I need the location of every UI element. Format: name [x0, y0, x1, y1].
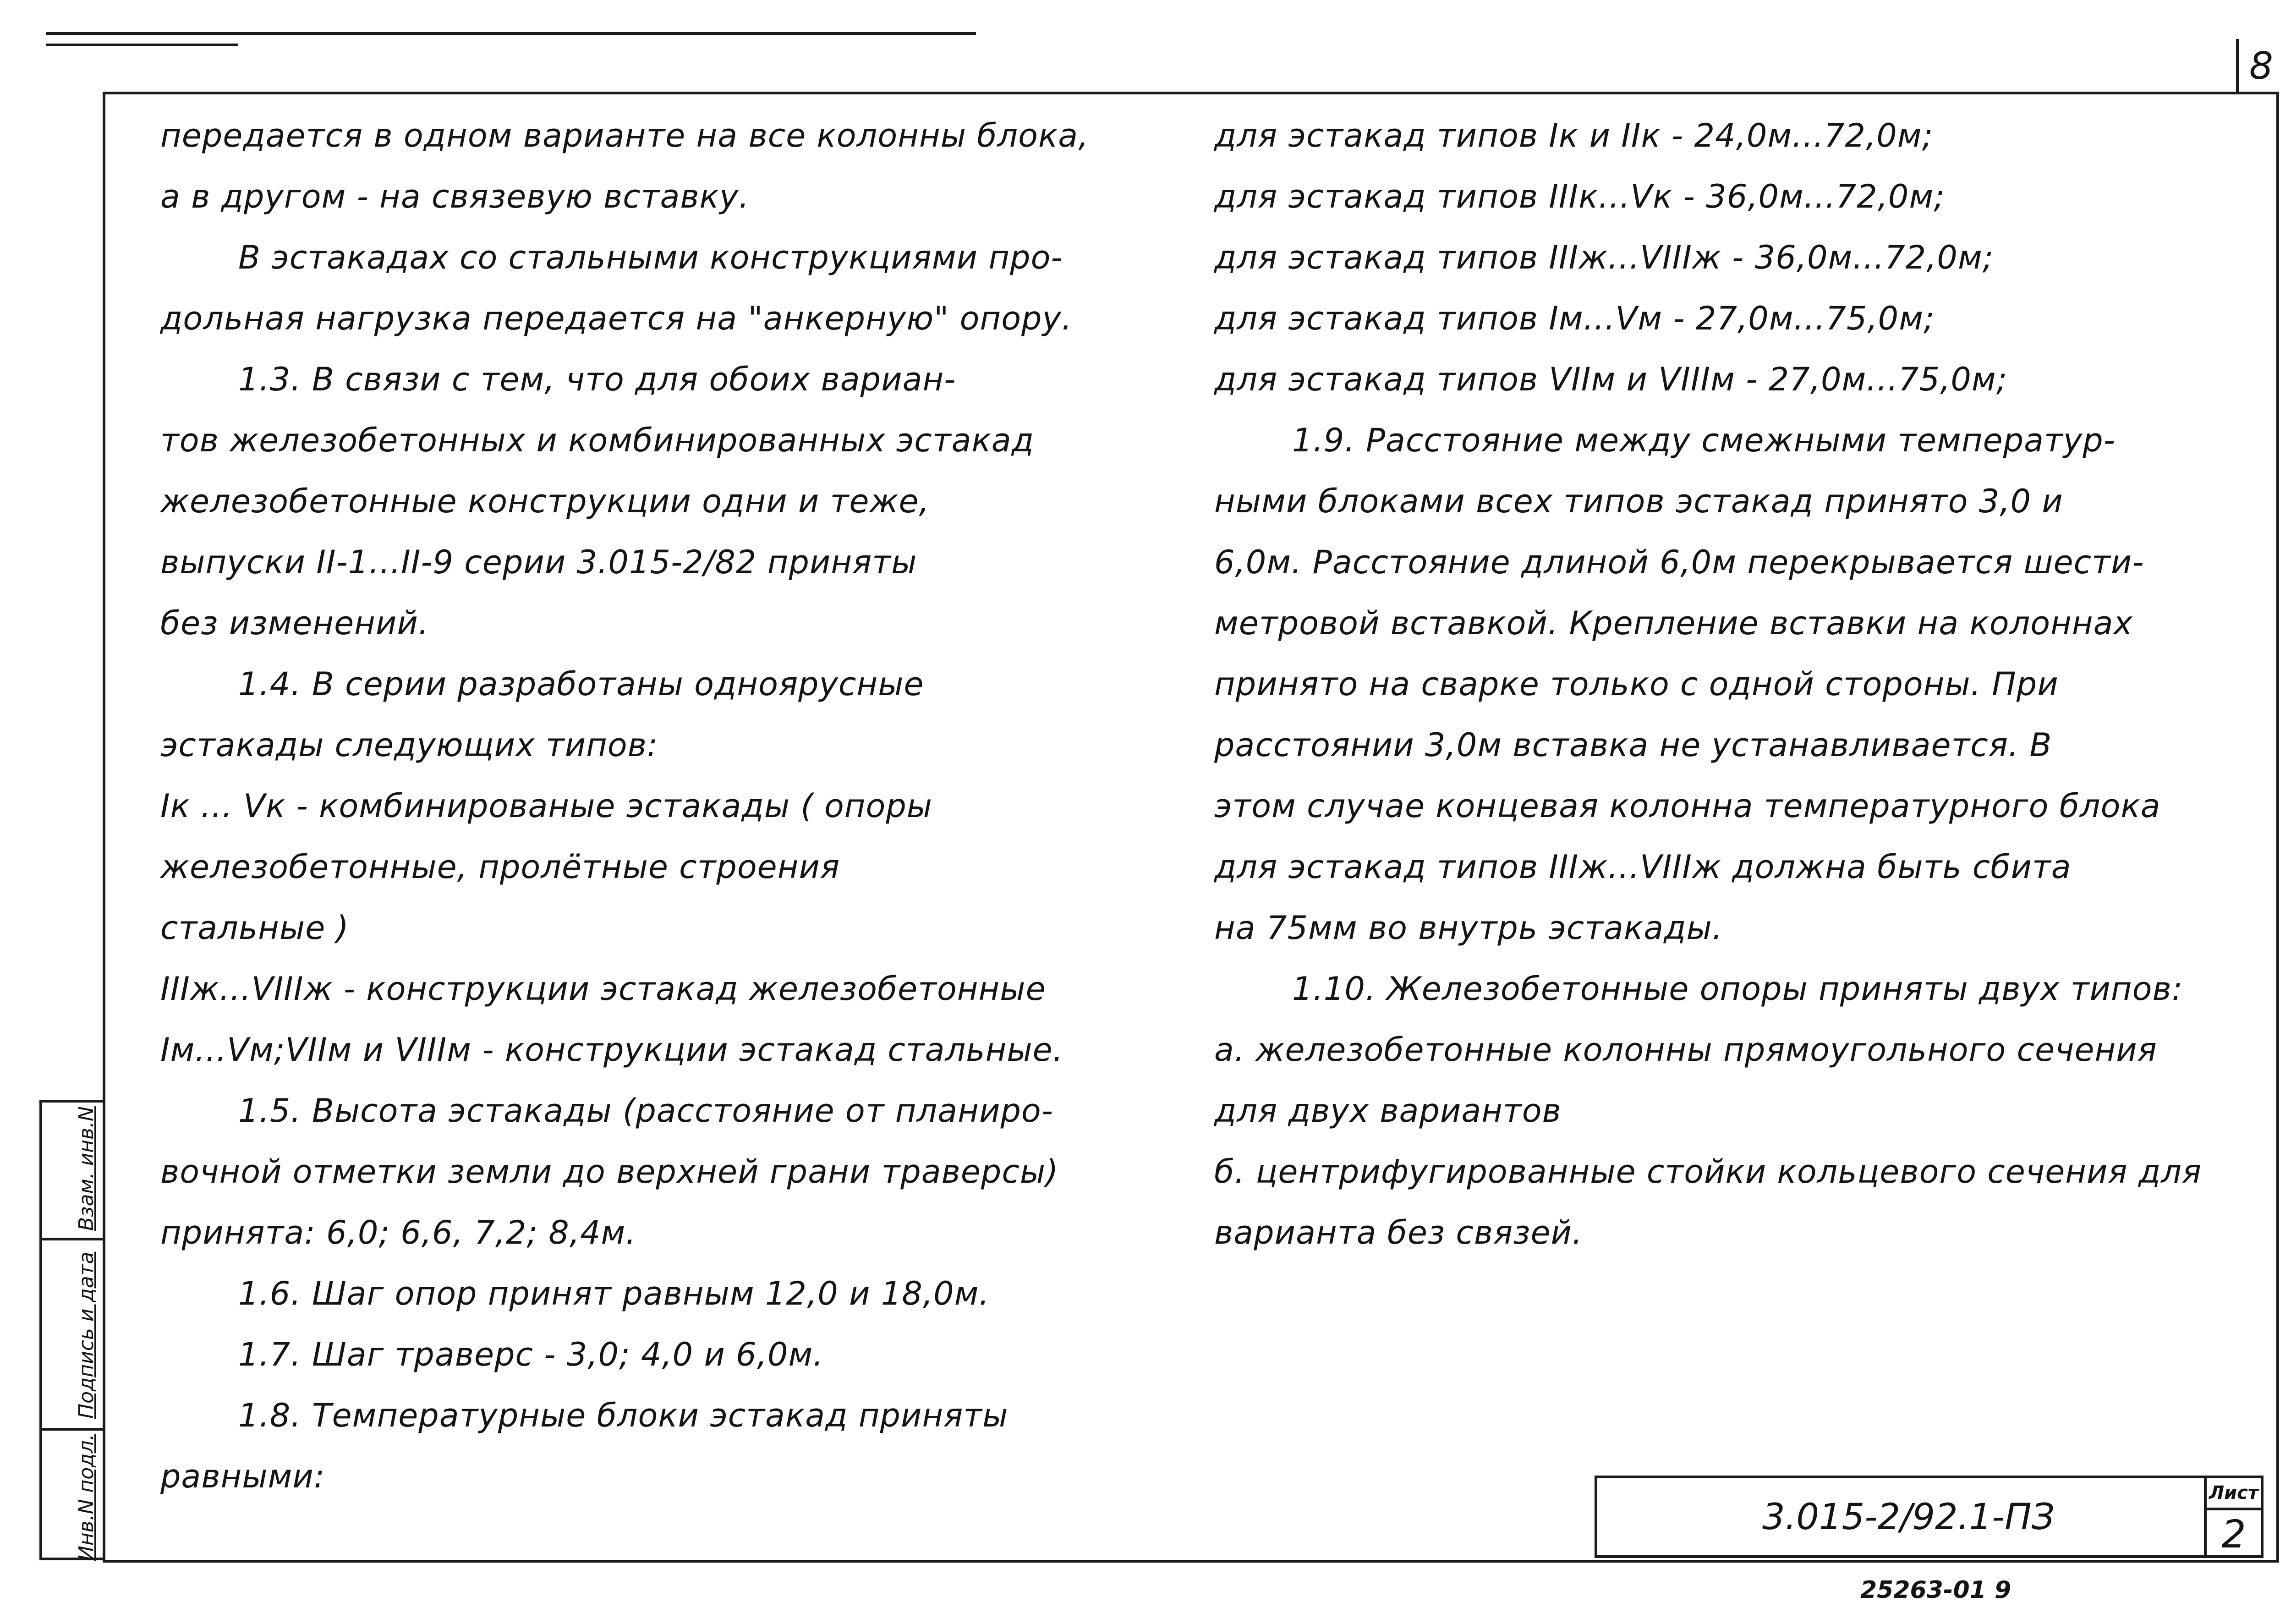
- left-column-line: железобетонные, пролётные строения: [160, 848, 840, 886]
- right-column-line: для эстакад типов IIIк...Vк - 36,0м...72,0м;: [1214, 178, 1945, 215]
- left-column-line: передается в одном варианте на все колонны блока,: [160, 117, 1089, 154]
- right-column-line: для эстакад типов VIIм и VIIIм - 27,0м...75,0м;: [1214, 361, 2008, 398]
- right-column-line: б. центрифугированные стойки кольцевого сечения для: [1214, 1153, 2202, 1191]
- left-column-line: дольная нагрузка передается на "анкерную" опору.: [160, 300, 1073, 337]
- top-rule-1: [46, 32, 976, 35]
- left-column-line: железобетонные конструкции одни и теже,: [160, 483, 930, 520]
- right-column-line: для эстакад типов Iм...Vм - 27,0м...75,0м;: [1214, 300, 1935, 337]
- left-column-line: 1.4. В серии разработаны одноярусные: [238, 665, 924, 703]
- right-column-line: этом случае концевая колонна температурного блока: [1214, 787, 2161, 825]
- right-column-line: 6,0м. Расстояние длиной 6,0м перекрывается шести-: [1214, 543, 2144, 581]
- sheet-label: Лист: [2207, 1478, 2261, 1510]
- left-column-line: принята: 6,0; 6,6, 7,2; 8,4м.: [160, 1214, 636, 1251]
- inventory-number: 25263-01 9: [1860, 1576, 2011, 1604]
- label-vzam-inv: Взам. инв.N: [75, 1106, 98, 1231]
- right-column: [1214, 105, 2245, 1263]
- left-column-line: эстакады следующих типов:: [160, 726, 658, 764]
- sheet-number: 2: [2221, 1512, 2246, 1557]
- sheet-box: [2204, 1476, 2264, 1558]
- pagenum-bracket: [2236, 39, 2239, 94]
- document-code: 3.015-2/92.1-ПЗ: [1762, 1497, 2055, 1538]
- left-column-line: 1.5. Высота эстакады (расстояние от планиро-: [238, 1092, 1053, 1130]
- right-column-line: 1.10. Железобетонные опоры приняты двух типов:: [1292, 970, 2183, 1008]
- binding-strip: [39, 1100, 104, 1560]
- right-column-line: для эстакад типов Iк и IIк - 24,0м...72,0м;: [1214, 117, 1934, 154]
- left-column-line: а в другом - на связевую вставку.: [160, 178, 750, 215]
- strip-labels: [42, 1103, 106, 1563]
- left-column-line: В эстакадах со стальными конструкциями про-: [238, 239, 1063, 276]
- left-column-line: стальные ): [160, 909, 349, 947]
- right-column-line: принято на сварке только с одной стороны. При: [1214, 665, 2059, 703]
- left-column-line: 1.7. Шаг траверс - 3,0; 4,0 и 6,0м.: [238, 1336, 824, 1373]
- right-column-line: метровой вставкой. Крепление вставки на колоннах: [1214, 604, 2133, 642]
- right-column-line: 1.9. Расстояние между смежными температур-: [1292, 422, 2116, 459]
- right-column-line: для эстакад типов IIIж...VIIIж - 36,0м...72,0м;: [1214, 239, 1994, 276]
- left-column-line: выпуски II-1...II-9 серии 3.015-2/82 приняты: [160, 543, 917, 581]
- left-column-line: без изменений.: [160, 604, 429, 642]
- left-column-line: 1.8. Температурные блоки эстакад приняты: [238, 1397, 1008, 1434]
- left-column-line: вочной отметки земли до верхней грани траверсы): [160, 1153, 1059, 1191]
- left-column: [160, 105, 1182, 1507]
- left-column-line: тов железобетонных и комбинированных эстакад: [160, 422, 1035, 459]
- top-rule-2: [46, 44, 238, 46]
- right-column-line: варианта без связей.: [1214, 1214, 1583, 1251]
- left-column-line: равными:: [160, 1458, 325, 1495]
- right-column-line: для эстакад типов IIIж...VIIIж должна быть сбита: [1214, 848, 2072, 886]
- title-block: [1595, 1476, 2254, 1558]
- right-column-line: на 75мм во внутрь эстакады.: [1214, 909, 1723, 947]
- page-number: 8: [2249, 44, 2274, 88]
- left-column-line: IIIж...VIIIж - конструкции эстакад железобетонные: [160, 970, 1046, 1008]
- right-column-line: ными блоками всех типов эстакад принято 3,0 и: [1214, 483, 2063, 520]
- left-column-line: 1.3. В связи с тем, что для обоих вариан-: [238, 361, 956, 398]
- right-column-line: расстоянии 3,0м вставка не устанавливается. В: [1214, 726, 2052, 764]
- label-inv-podl: Инв.N подл.: [75, 1434, 98, 1561]
- right-column-line: а. железобетонные колонны прямоугольного сечения: [1214, 1031, 2157, 1069]
- left-column-line: 1.6. Шаг опор принят равным 12,0 и 18,0м.: [238, 1275, 990, 1312]
- label-signature-date: Подпись и дата: [75, 1251, 98, 1419]
- left-column-line: Iм...Vм;VIIм и VIIIм - конструкции эстакад стальные.: [160, 1031, 1063, 1069]
- left-column-line: Iк ... Vк - комбинированые эстакады ( опоры: [160, 787, 933, 825]
- right-column-line: для двух вариантов: [1214, 1092, 1562, 1130]
